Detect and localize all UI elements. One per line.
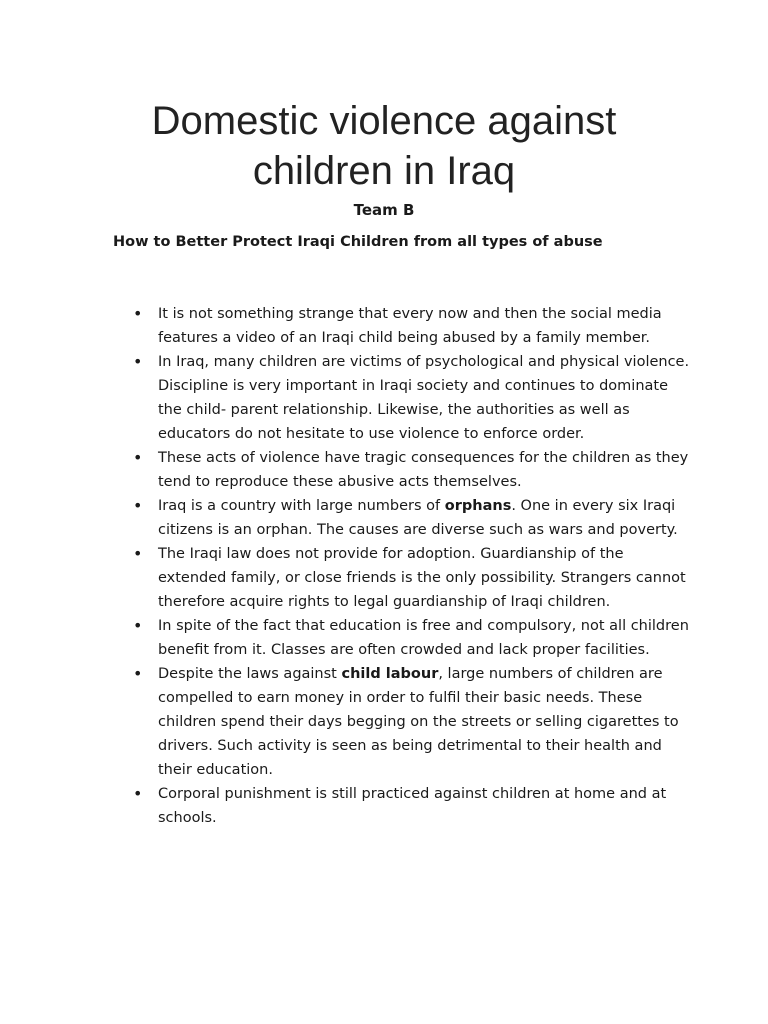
team-label: Team B — [353, 201, 415, 219]
bullet-text: Corporal punishment is still practiced against children at home and at schools. — [158, 786, 667, 826]
bold-term-child-labour: child labour — [341, 666, 439, 682]
title-line-2: children in Iraq — [252, 149, 516, 193]
bullet-text-before: Iraq is a country with large numbers of — [158, 498, 445, 514]
bullet-text-after: . One in every six Iraqi citizens is an orphan. The causes are diverse such as wars and poverty. — [158, 498, 678, 538]
bullet-text: The Iraqi law does not provide for adoption. Guardianship of the extended family, or close friends is the only possibility. Strangers cannot therefore acquire rights to legal guardianship of Iraqi children. — [158, 546, 686, 610]
bullet-item — [130, 350, 690, 446]
document-title — [0, 96, 768, 196]
section-subtitle: How to Better Protect Iraqi Children from all types of abuse — [113, 234, 603, 250]
bullet-item — [130, 302, 690, 350]
bullet-text: In Iraq, many children are victims of psychological and physical violence. Discipline is very important in Iraqi society and continues to dominate the child- parent relationship. Likewise, the authorities as well as educators do not hesitate to use violence to enforce order. — [158, 354, 690, 442]
bullet-item — [130, 614, 690, 662]
bold-term-orphans: orphans — [444, 498, 512, 514]
bullet-text-after: , large numbers of children are compelled to earn money in order to fulfil their basic needs. These children spend their days begging on the streets or selling cigarettes to drivers. Such activity is seen as being detrimental to their health and their education. — [158, 666, 679, 778]
bullet-item — [130, 662, 690, 782]
bullet-text: It is not something strange that every now and then the social media features a video of an Iraqi child being abused by a family member. — [158, 306, 662, 346]
bullet-item — [130, 446, 690, 494]
bullet-item — [130, 542, 690, 614]
bullet-text: These acts of violence have tragic consequences for the children as they tend to reproduce these abusive acts themselves. — [158, 450, 689, 490]
bullet-text: In spite of the fact that education is free and compulsory, not all children benefit from it. Classes are often crowded and lack proper facilities. — [158, 618, 689, 658]
title-line-1: Domestic violence against — [151, 99, 617, 143]
bullet-item — [130, 494, 690, 542]
bullet-item — [130, 782, 690, 830]
bullet-list — [130, 302, 690, 830]
bullet-text-before: Despite the laws against — [158, 666, 342, 682]
